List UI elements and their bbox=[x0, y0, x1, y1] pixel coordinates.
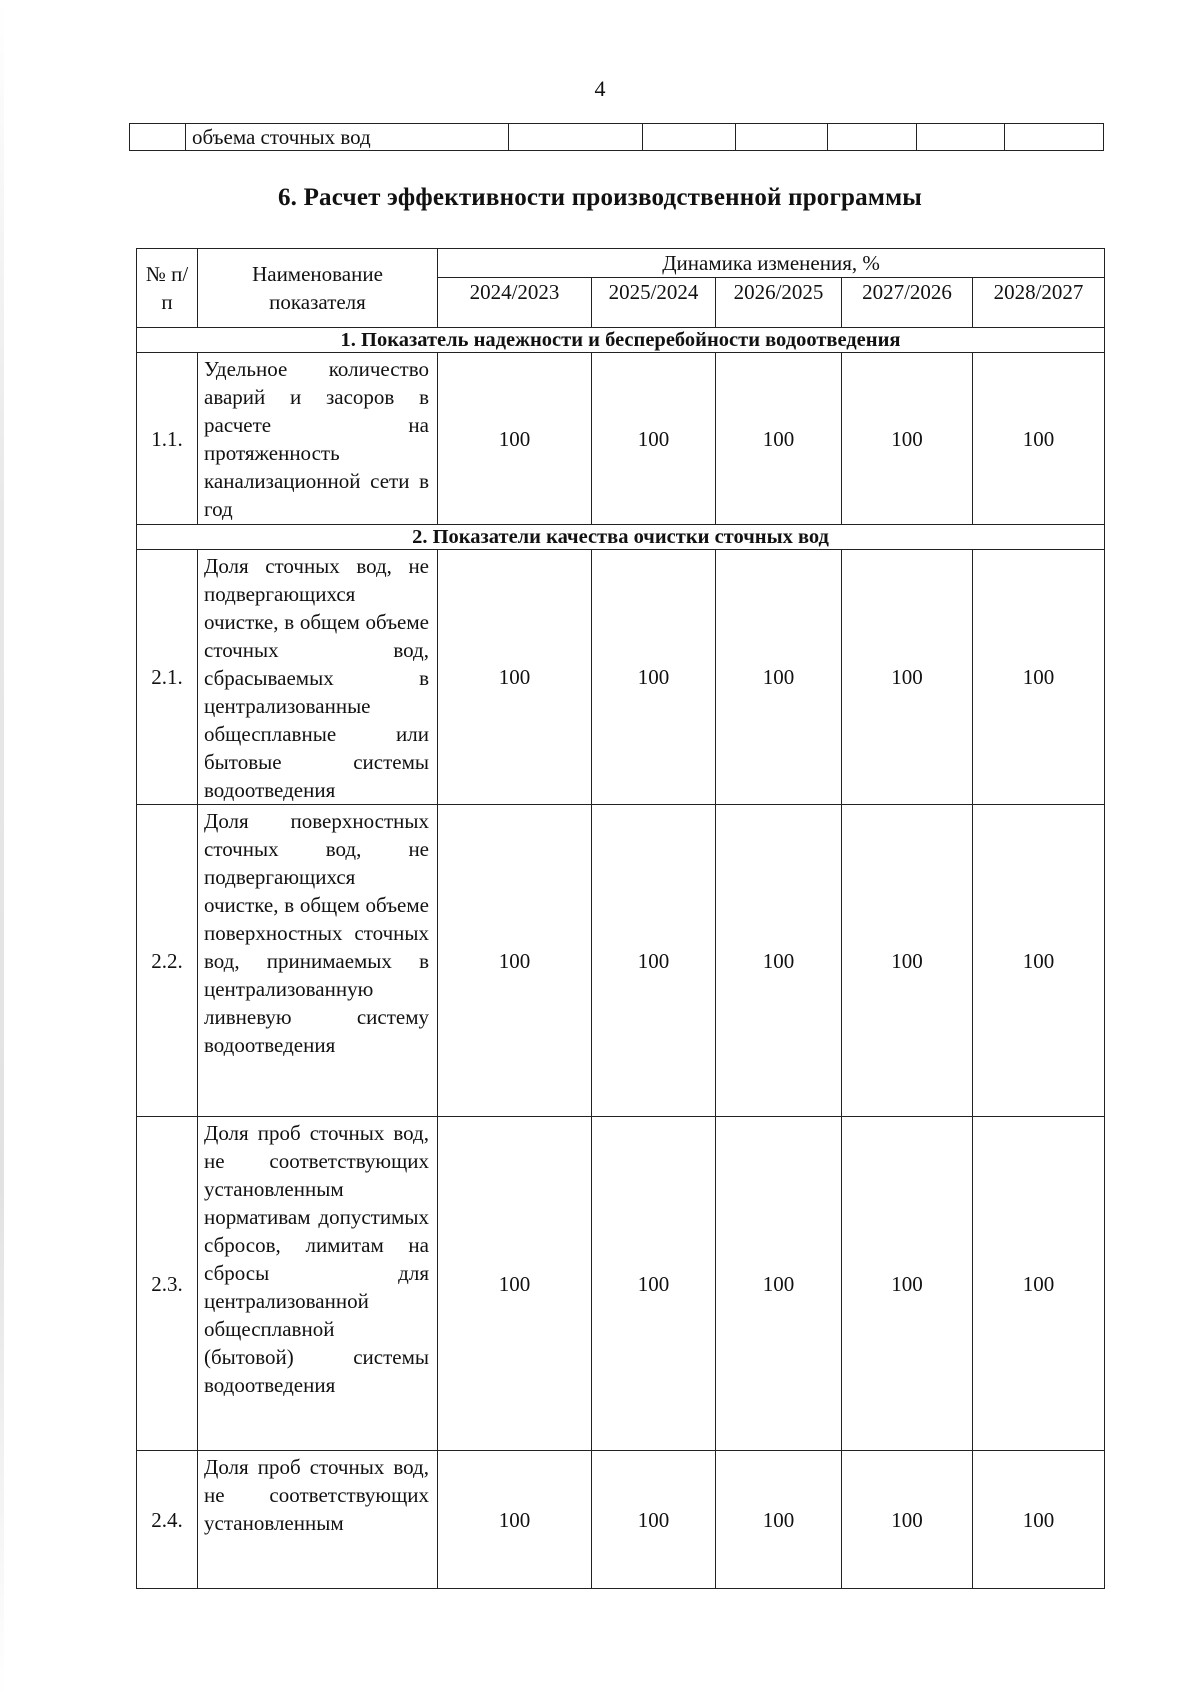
value-cell: 100 bbox=[438, 550, 592, 805]
value-cell: 100 bbox=[973, 353, 1105, 525]
table-row bbox=[137, 1117, 1105, 1451]
value-cell: 100 bbox=[716, 1117, 842, 1451]
value-cell: 100 bbox=[716, 805, 842, 1117]
column-header-dynamics: Динамика изменения, % bbox=[438, 249, 1105, 278]
value-cell: 100 bbox=[592, 353, 716, 525]
table-row bbox=[130, 124, 1104, 151]
value-cell: 100 bbox=[973, 805, 1105, 1117]
scan-edge-shadow bbox=[0, 0, 4, 1697]
table-cell-label: объема сточных вод bbox=[186, 124, 509, 151]
section-title: 6. Расчет эффективности производственной программы bbox=[277, 184, 923, 211]
value-cell: 100 bbox=[592, 1451, 716, 1589]
table-cell bbox=[643, 124, 736, 151]
value-cell: 100 bbox=[716, 550, 842, 805]
value-cell: 100 bbox=[842, 353, 973, 525]
continued-table-fragment bbox=[129, 123, 1104, 151]
value-cell: 100 bbox=[438, 805, 592, 1117]
table-cell bbox=[736, 124, 828, 151]
indicator-name: Доля поверхностных сточных вод, не подвергающихся очистке, в общем объеме поверхностных сточных вод, принимаемых в централизованную ливневую систему водоотведения bbox=[198, 805, 438, 1117]
row-number: 1.1. bbox=[137, 353, 198, 525]
efficiency-table bbox=[136, 248, 1105, 1589]
header-row bbox=[137, 249, 1105, 278]
value-cell: 100 bbox=[842, 1451, 973, 1589]
value-cell: 100 bbox=[973, 1451, 1105, 1589]
group-title: 2. Показатели качества очистки сточных вод bbox=[137, 525, 1105, 550]
value-cell: 100 bbox=[716, 353, 842, 525]
row-number: 2.2. bbox=[137, 805, 198, 1117]
table-cell bbox=[509, 124, 643, 151]
table-cell bbox=[1005, 124, 1104, 151]
column-header-num: № п/п bbox=[137, 249, 198, 328]
row-number: 2.1. bbox=[137, 550, 198, 805]
value-cell: 100 bbox=[842, 805, 973, 1117]
row-number: 2.3. bbox=[137, 1117, 198, 1451]
indicator-name: Доля проб сточных вод, не соответствующих установленным нормативам допустимых сбросов, лимитам на сбросы для централизованной общесплавной (бытовой) системы водоотведения bbox=[198, 1117, 438, 1451]
table-row bbox=[137, 1451, 1105, 1589]
column-header-period: 2027/2026 bbox=[842, 278, 973, 328]
table-row bbox=[137, 550, 1105, 805]
value-cell: 100 bbox=[592, 1117, 716, 1451]
value-cell: 100 bbox=[592, 805, 716, 1117]
table-cell bbox=[828, 124, 917, 151]
value-cell: 100 bbox=[973, 550, 1105, 805]
value-cell: 100 bbox=[842, 550, 973, 805]
indicator-name: Удельное количество аварий и засоров в расчете на протяженность канализационной сети в год bbox=[198, 353, 438, 525]
value-cell: 100 bbox=[716, 1451, 842, 1589]
table-cell bbox=[917, 124, 1005, 151]
table-cell bbox=[130, 124, 186, 151]
value-cell: 100 bbox=[842, 1117, 973, 1451]
row-number: 2.4. bbox=[137, 1451, 198, 1589]
value-cell: 100 bbox=[438, 353, 592, 525]
table-row bbox=[137, 353, 1105, 525]
group-header-row bbox=[137, 328, 1105, 353]
indicator-name: Доля сточных вод, не подвергающихся очистке, в общем объеме сточных вод, сбрасываемых в централизованные общесплавные или бытовые системы водоотведения bbox=[198, 550, 438, 805]
indicator-name: Доля проб сточных вод, не соответствующих установленным bbox=[198, 1451, 438, 1589]
group-header-row bbox=[137, 525, 1105, 550]
column-header-period: 2026/2025 bbox=[716, 278, 842, 328]
column-header-name: Наименование показателя bbox=[198, 249, 438, 328]
value-cell: 100 bbox=[592, 550, 716, 805]
page-number: 4 bbox=[594, 76, 606, 101]
table-row bbox=[137, 805, 1105, 1117]
column-header-period: 2028/2027 bbox=[973, 278, 1105, 328]
column-header-period: 2025/2024 bbox=[592, 278, 716, 328]
column-header-period: 2024/2023 bbox=[438, 278, 592, 328]
value-cell: 100 bbox=[973, 1117, 1105, 1451]
value-cell: 100 bbox=[438, 1451, 592, 1589]
group-title: 1. Показатель надежности и бесперебойности водоотведения bbox=[137, 328, 1105, 353]
value-cell: 100 bbox=[438, 1117, 592, 1451]
